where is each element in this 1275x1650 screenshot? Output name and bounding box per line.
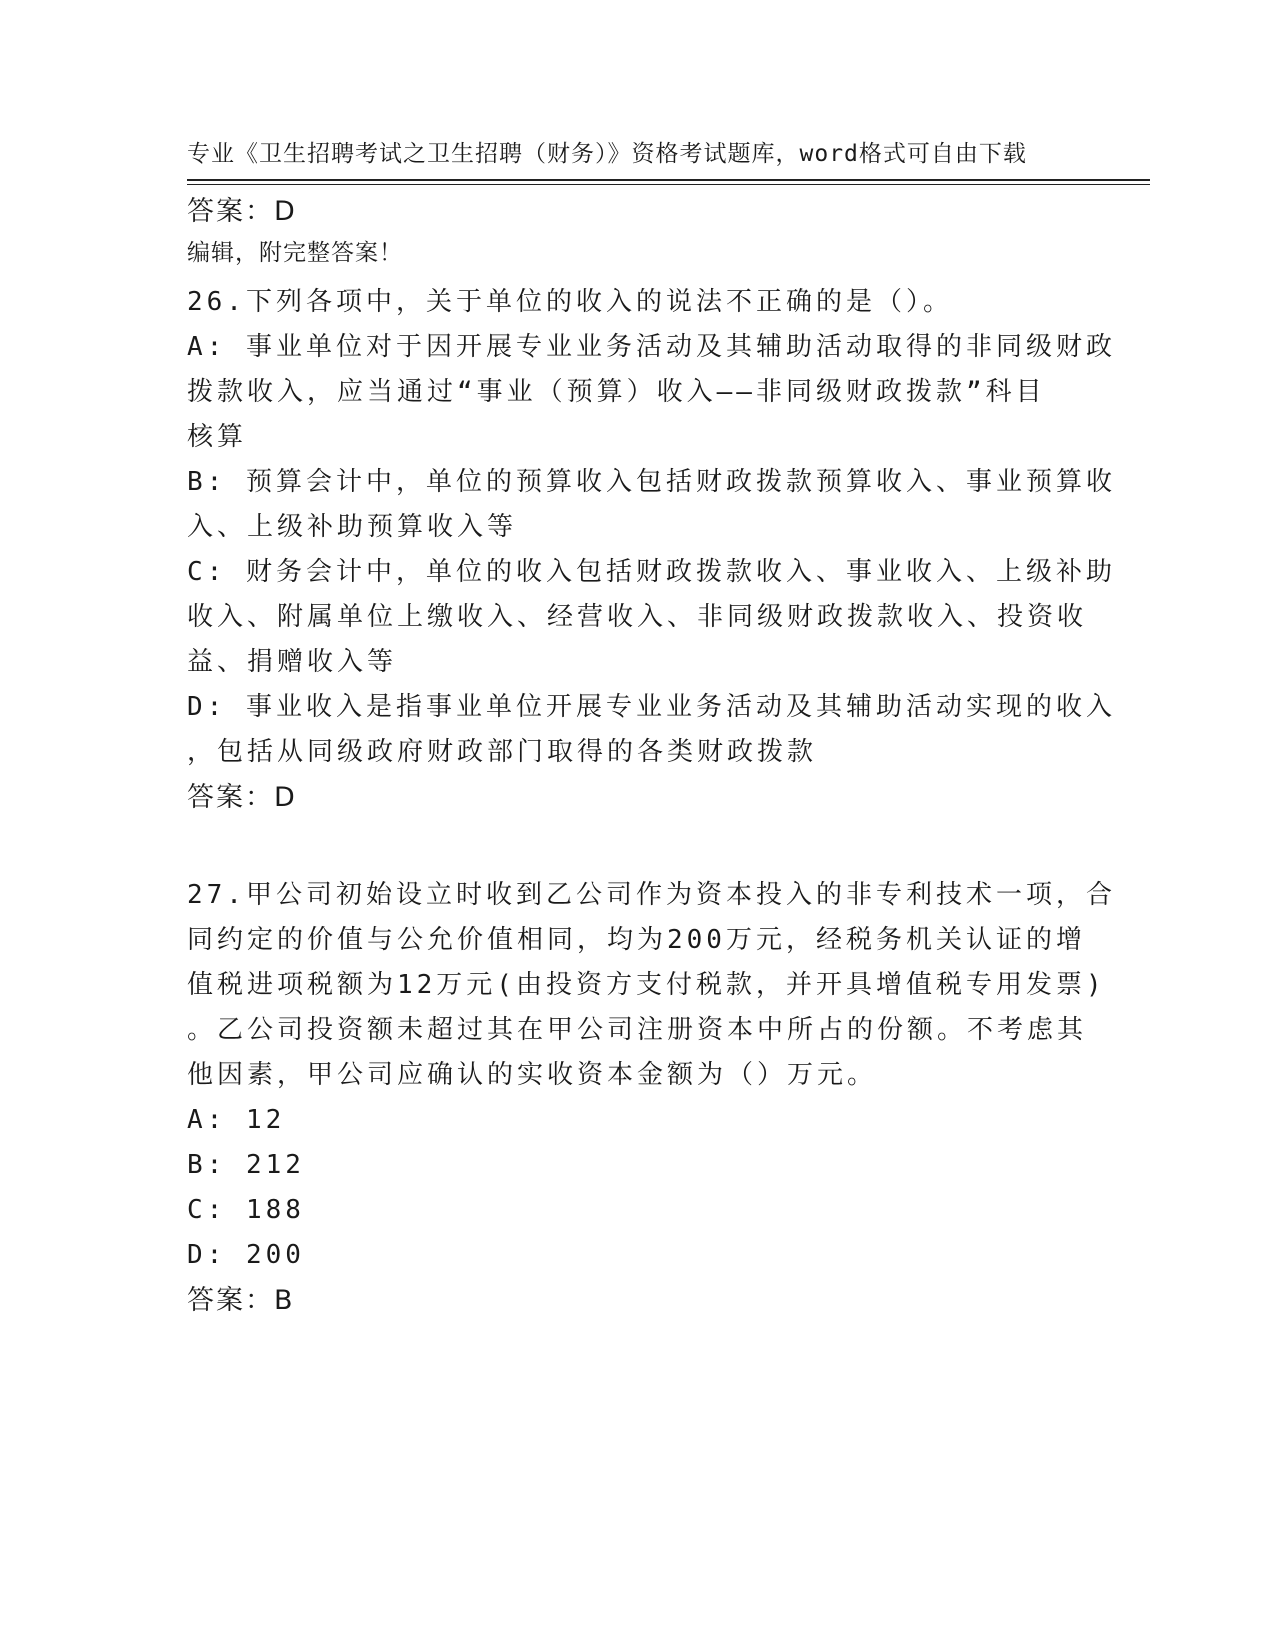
question-stem-line: 。乙公司投资额未超过其在甲公司注册资本中所占的份额。不考虑其 xyxy=(187,1015,1088,1045)
question-stem-line: 同约定的价值与公允价值相同，均为200万元，经税务机关认证的增 xyxy=(187,925,1086,955)
option-c: C: 188 xyxy=(187,1195,305,1225)
header-line-1: 专业《卫生招聘考试之卫生招聘（财务）》资格考试题库，word格式可自由下载 xyxy=(187,141,1027,167)
header-divider-thin xyxy=(187,184,1150,185)
document-header xyxy=(187,72,1067,303)
question-26 xyxy=(187,280,1116,820)
header-line-2: 编辑，附完整答案！ xyxy=(187,240,403,266)
previous-answer-block xyxy=(187,189,1087,234)
question-stem-line: 27.甲公司初始设立时收到乙公司作为资本投入的非专利技术一项，合 xyxy=(187,880,1116,910)
option-a: A: 12 xyxy=(187,1105,286,1135)
question-stem: 26.下列各项中，关于单位的收入的说法不正确的是（）。 xyxy=(187,287,953,317)
option-c-line: C: 财务会计中，单位的收入包括财政拨款收入、事业收入、上级补助 xyxy=(187,557,1116,587)
previous-answer: 答案：D xyxy=(187,196,297,227)
question-stem-line: 他因素，甲公司应确认的实收资本金额为（）万元。 xyxy=(187,1060,878,1090)
option-a-line: 拨款收入，应当通过“事业（预算）收入——非同级财政拨款”科目 xyxy=(187,377,1046,407)
question-answer: 答案：D xyxy=(187,782,297,813)
option-b: B: 212 xyxy=(187,1150,305,1180)
option-a-line: 核算 xyxy=(187,422,248,452)
option-d-line: ，包括从同级政府财政部门取得的各类财政拨款 xyxy=(187,737,818,767)
option-b-line: B: 预算会计中，单位的预算收入包括财政拨款预算收入、事业预算收 xyxy=(187,467,1116,497)
option-c-line: 益、捐赠收入等 xyxy=(187,647,398,677)
question-27 xyxy=(187,873,1116,1323)
option-b-line: 入、上级补助预算收入等 xyxy=(187,512,518,542)
option-d-line: D: 事业收入是指事业单位开展专业业务活动及其辅助活动实现的收入 xyxy=(187,692,1116,722)
question-answer: 答案：B xyxy=(187,1285,295,1316)
option-c-line: 收入、附属单位上缴收入、经营收入、非同级财政拨款收入、投资收 xyxy=(187,602,1088,632)
question-stem-line: 值税进项税额为12万元(由投资方支付税款，并开具增值税专用发票) xyxy=(187,970,1106,1000)
option-d: D: 200 xyxy=(187,1240,305,1270)
header-divider-thick xyxy=(187,179,1150,181)
option-a-line: A: 事业单位对于因开展专业业务活动及其辅助活动取得的非同级财政 xyxy=(187,332,1116,362)
